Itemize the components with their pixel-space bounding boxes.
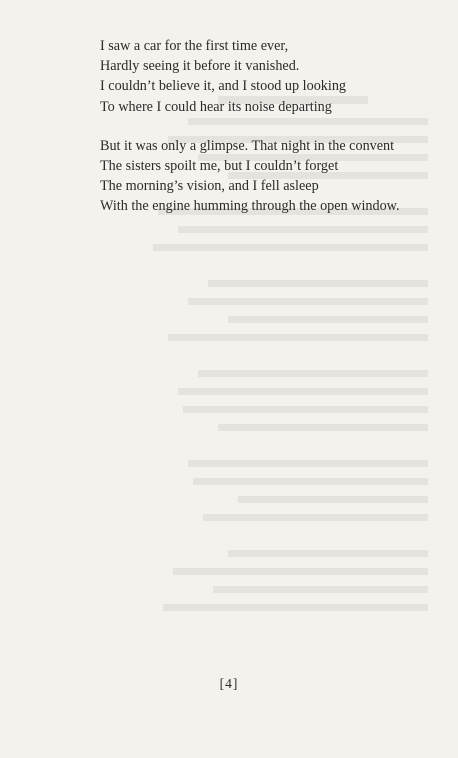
poem-line: The morning’s vision, and I fell asleep	[100, 178, 319, 195]
stanza-2	[100, 136, 440, 217]
poem-line: But it was only a glimpse. That night in the convent	[100, 137, 395, 154]
stanza-1	[100, 36, 440, 117]
poem-line: With the engine humming through the open window.	[100, 198, 400, 215]
poem-line: The sisters spoilt me, but I couldn’t forget	[100, 158, 339, 175]
poem-line: I saw a car for the first time ever,	[100, 38, 289, 54]
page-number: [4]	[219, 676, 239, 691]
poem-line: Hardly seeing it before it vanished.	[100, 58, 300, 75]
poem	[100, 36, 440, 217]
poem-line: I couldn’t believe it, and I stood up looking	[100, 78, 347, 95]
poem-line: To where I could hear its noise departing	[100, 98, 332, 115]
